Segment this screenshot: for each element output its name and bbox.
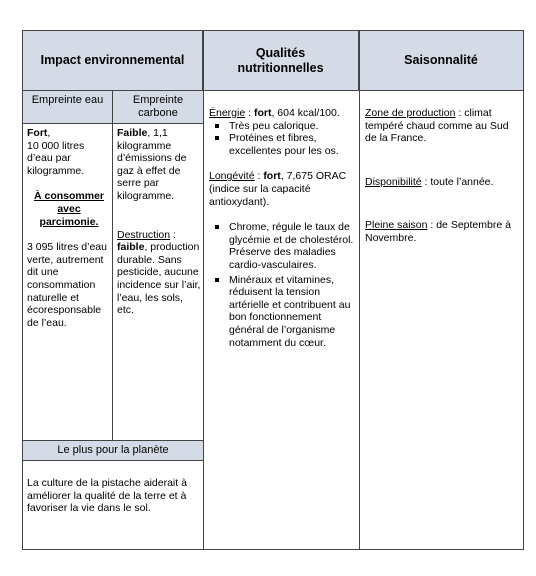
subheader-planete-text: Le plus pour la planète	[57, 444, 169, 456]
zone-label: Zone de production	[365, 107, 456, 119]
destruction-sep: :	[170, 228, 176, 241]
energie-bullet: Protéines et fibres, excellentes pour les os.	[209, 132, 357, 157]
destruction-level: faible	[117, 241, 145, 254]
longevite-label: Longévité	[209, 170, 255, 183]
eau-level: Fort	[27, 127, 48, 139]
header-impact	[23, 31, 203, 90]
cell-eau	[27, 127, 111, 329]
destruction-label: Destruction	[117, 228, 171, 241]
health-bullets	[209, 221, 357, 349]
column-divider-2	[359, 31, 360, 549]
longevite-sep: :	[254, 170, 264, 183]
info-table	[22, 30, 524, 550]
energie-bullets	[209, 120, 357, 158]
energie-bullet: Très peu calorique.	[209, 120, 357, 133]
carbone-text	[117, 127, 201, 203]
carbone-detail: , 1,1 kilogramme d’émissions de gaz à effet de serre par kilogramme.	[117, 127, 187, 202]
health-bullet: Chrome, régule le taux de glycémie et de cholestérol. Préserve des maladies cardio-vasculaires.	[209, 221, 357, 271]
subcolumn-divider	[112, 91, 113, 440]
subheader-planete	[23, 441, 203, 460]
dispo-text: : toute l’année.	[421, 175, 494, 188]
zone-line	[365, 107, 519, 145]
cell-planete	[27, 477, 201, 515]
longevite-level: fort	[263, 170, 281, 183]
cell-saison	[365, 107, 519, 245]
planete-bottom-divider	[23, 460, 203, 461]
header-saison-text: Saisonnalité	[404, 53, 478, 67]
eau-detail: 3 095 litres d’eau verte, autrement dit une consommation naturelle et écoresponsable de l’eau.	[27, 241, 107, 329]
column-divider-1	[203, 31, 204, 549]
longevite-line	[209, 170, 357, 208]
header-saison	[359, 31, 523, 90]
pleine-label: Pleine saison	[365, 219, 428, 232]
eau-level-suffix: ,	[47, 127, 51, 139]
carbone-destruction	[117, 229, 201, 317]
header-qualites-text: Qualités nutritionnelles	[237, 45, 324, 75]
dispo-line	[365, 176, 519, 189]
dispo-label: Disponibilité	[365, 175, 422, 188]
energie-value: , 604 kcal/100.	[271, 107, 340, 119]
eau-level-line	[27, 127, 111, 140]
carbone-level: Faible	[117, 127, 148, 139]
destruction-detail: , production durable. Sans pesticide, aucune incidence sur l’air, l’eau, les sols, etc.	[117, 241, 201, 317]
longevite-value: , 7,675 ORAC (indice sur la capacité antioxydant).	[209, 170, 347, 208]
eau-advice: À consommer avec parcimonie.	[33, 190, 105, 228]
energie-line	[209, 107, 357, 120]
energie-sep: :	[245, 107, 254, 119]
subheader-divider	[23, 123, 203, 124]
pleine-text: : de Septembre à Novembre.	[365, 219, 511, 244]
pleine-line	[365, 219, 519, 244]
energie-level: fort	[253, 107, 272, 119]
header-impact-text: Impact environnemental	[40, 53, 185, 67]
energie-label: Énergie	[209, 107, 246, 119]
zone-text: : climat tempéré chaud comme au Sud de la France.	[365, 107, 509, 145]
subheader-carbone-text: Empreinte carbone	[132, 94, 184, 119]
planete-text: La culture de la pistache aiderait à améliorer la qualité de la terre et à favoriser la vie dans le sol.	[27, 477, 187, 515]
subheader-carbone	[113, 91, 203, 123]
cell-qualites	[209, 107, 357, 349]
health-bullet: Minéraux et vitamines, réduisent la tension artérielle et contribuent au bon fonctionnement général de l’organisme notamment du cœur.	[209, 274, 357, 350]
cell-carbone	[117, 127, 201, 317]
subheader-eau	[23, 91, 112, 123]
eau-amount: 10 000 litres d’eau par kilogramme.	[27, 139, 85, 177]
subheader-eau-text: Empreinte eau	[31, 94, 104, 106]
header-qualites	[203, 31, 359, 90]
